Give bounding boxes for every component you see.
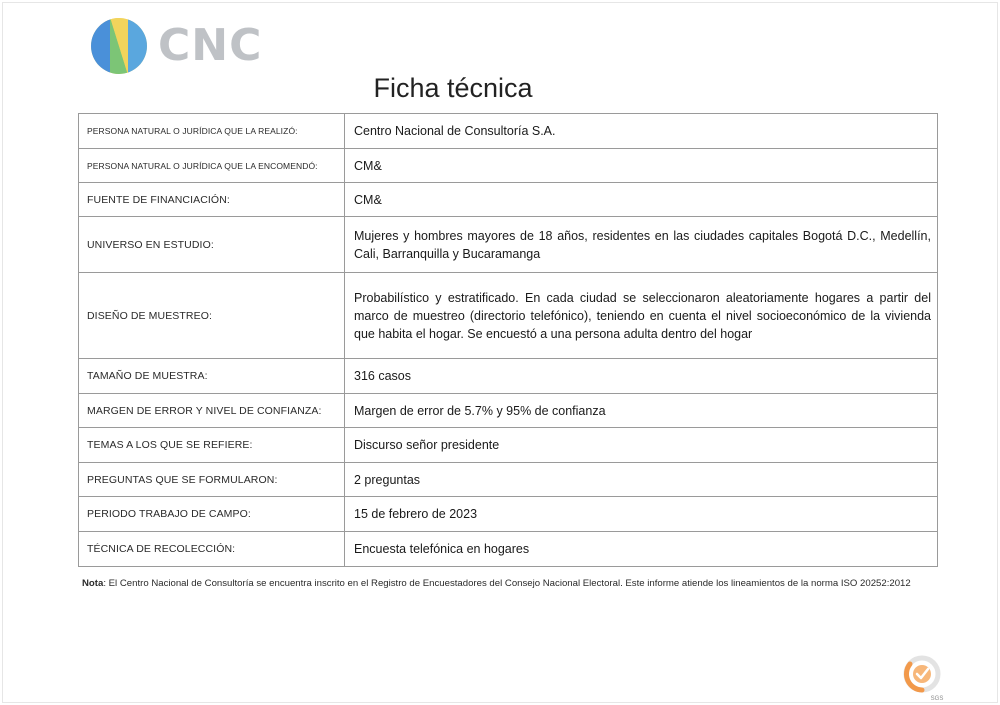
footnote-text: : El Centro Nacional de Consultoría se encuentra inscrito en el Registro de Encuestadores del Consejo Nacional Electoral. Este informe atiende los lineamientos de la norma ISO 20252:2012 — [103, 578, 911, 589]
row-label: PREGUNTAS QUE SE FORMULARON: — [79, 463, 345, 497]
row-value: 316 casos — [345, 359, 938, 394]
row-value: Margen de error de 5.7% y 95% de confianza — [345, 394, 938, 428]
table-row — [79, 428, 938, 463]
row-label: MARGEN DE ERROR Y NIVEL DE CONFIANZA: — [79, 394, 345, 428]
row-label: TAMAÑO DE MUESTRA: — [79, 359, 345, 394]
row-value: 15 de febrero de 2023 — [345, 497, 938, 532]
footnote-label: Nota — [82, 578, 104, 589]
row-value: Discurso señor presidente — [345, 428, 938, 463]
technical-sheet-table — [78, 113, 938, 567]
row-label: TÉCNICA DE RECOLECCIÓN: — [79, 532, 345, 567]
badge-label: SGS — [930, 696, 944, 702]
table-row — [79, 359, 938, 394]
cnc-logo — [90, 17, 262, 75]
row-label: PERSONA NATURAL O JURÍDICA QUE LA REALIZÓ: — [79, 114, 345, 149]
row-value: Centro Nacional de Consultoría S.A. — [345, 114, 938, 149]
row-label: UNIVERSO EN ESTUDIO: — [79, 217, 345, 273]
row-value: Mujeres y hombres mayores de 18 años, residentes en las ciudades capitales Bogotá D.C., Medellín, Cali, Barranquilla y Bucaramanga — [345, 217, 938, 273]
table-row — [79, 394, 938, 428]
row-value: Probabilístico y estratificado. En cada ciudad se seleccionaron aleatoriamente hogares a partir del marco de muestreo (directorio telefónico), teniendo en cuenta el nivel socioeconómico de la vivienda que habita el hogar. Se encuestó a una persona adulta dentro del hogar — [345, 273, 938, 359]
row-value: CM& — [345, 183, 938, 217]
certification-badge-icon — [900, 654, 948, 702]
row-label: TEMAS A LOS QUE SE REFIERE: — [79, 428, 345, 463]
table-row — [79, 183, 938, 217]
row-value: 2 preguntas — [345, 463, 938, 497]
table-row — [79, 497, 938, 532]
row-label: PERIODO TRABAJO DE CAMPO: — [79, 497, 345, 532]
row-label: FUENTE DE FINANCIACIÓN: — [79, 183, 345, 217]
cnc-logo-text: CNC — [158, 20, 263, 71]
page-title: Ficha técnica — [373, 73, 533, 103]
row-label: PERSONA NATURAL O JURÍDICA QUE LA ENCOMENDÓ: — [79, 149, 345, 183]
table-row — [79, 114, 938, 149]
row-label: DISEÑO DE MUESTREO: — [79, 273, 345, 359]
table-row — [79, 217, 938, 273]
row-value: CM& — [345, 149, 938, 183]
row-value: Encuesta telefónica en hogares — [345, 532, 938, 567]
table-row — [79, 273, 938, 359]
table-row — [79, 532, 938, 567]
table-row — [79, 463, 938, 497]
footnote — [82, 576, 942, 591]
table-row — [79, 149, 938, 183]
cnc-logo-icon — [90, 17, 148, 75]
